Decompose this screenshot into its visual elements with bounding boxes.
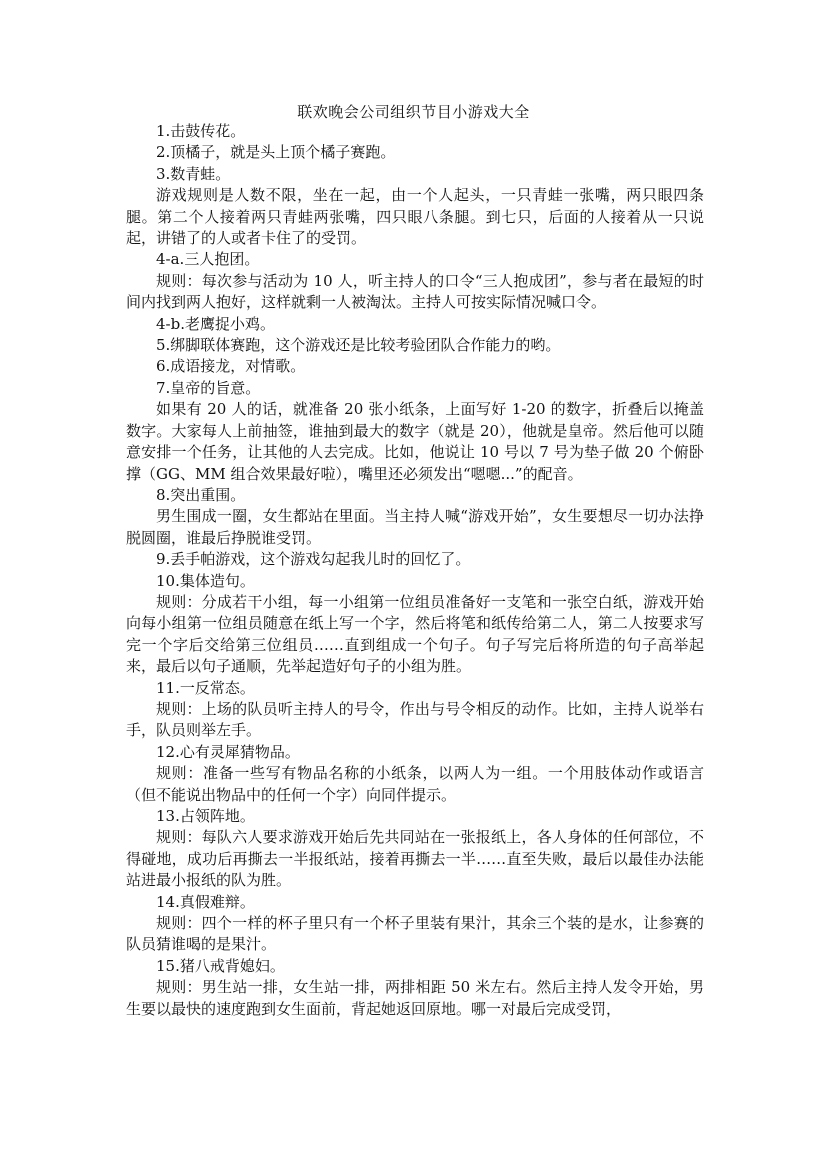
paragraph: 男生围成一圈，女生都站在里面。当主持人喊“游戏开始”，女生要想尽一切办法挣脱圆圈，谁最后挣脱谁受罚。 (126, 507, 704, 547)
paragraph: 15.猪八戒背媳妇。 (156, 956, 285, 975)
paragraph: 10.集体造句。 (156, 571, 255, 590)
paragraph: 12.心有灵犀猜物品。 (156, 742, 300, 761)
paragraph: 7.皇帝的旨意。 (156, 378, 261, 397)
document-body (126, 121, 704, 1020)
paragraph: 4-a.三人抱团。 (156, 250, 260, 269)
paragraph: 11.一反常态。 (156, 678, 255, 697)
paragraph: 游戏规则是人数不限，坐在一起，由一个人起头，一只青蛙一张嘴，两只眼四条腿。第二个人接着两只青蛙两张嘴，四只眼八条腿。到七只，后面的人接着从一只说起，讲错了的人或者卡住了的受罚。 (126, 186, 704, 248)
paragraph: 规则：分成若干小组，每一小组第一位组员准备好一支笔和一张空白纸，游戏开始向每小组第一位组员随意在纸上写一个字，然后将笔和纸传给第二人，第二人按要求写完一个字后交给第三位组员……直到组成一个句子。句子写完后将所造的句子高举起来，最后以句子通顺，先举起造好句子的小组为胜。 (126, 592, 704, 676)
paragraph: 3.数青蛙。 (156, 164, 231, 183)
document-title: 联欢晚会公司组织节目小游戏大全 (297, 103, 530, 121)
paragraph: 规则：每队六人要求游戏开始后先共同站在一张报纸上，各人身体的任何部位，不得碰地，成功后再撕去一半报纸站，接着再撕去一半……直至失败，最后以最佳办法能站进最小报纸的队为胜。 (126, 828, 704, 890)
paragraph: 规则：男生站一排，女生站一排，两排相距 50 米左右。然后主持人发令开始，男生要以最快的速度跑到女生面前，背起她返回原地。哪一对最后完成受罚， (126, 978, 704, 1018)
paragraph: 规则：每次参与活动为 10 人，听主持人的口令“三人抱成团”，参与者在最短的时间内找到两人抱好，这样就剩一人被淘汰。主持人可按实际情况喊口令。 (126, 271, 704, 312)
paragraph: 如果有 20 人的话，就准备 20 张小纸条，上面写好 1-20 的数字，折叠后以掩盖数字。大家每人上前抽签，谁抽到最大的数字（就是 20），他就是皇帝。然后他可以随意安排一个任务，让其他的人去完成。比如，他说让 10 号以 7 号为垫子做 20 个俯卧撑（GG、MM 组合效果最好啦），嘴里还必须发出“嗯嗯...”的配音。 (126, 400, 704, 483)
paragraph: 8.突出重围。 (156, 485, 246, 504)
paragraph: 规则：四个一样的杯子里只有一个杯子里装有果汁，其余三个装的是水，让参赛的队员猜谁喝的是果汁。 (126, 914, 704, 954)
paragraph: 13.占领阵地。 (156, 807, 255, 825)
paragraph: 6.成语接龙，对情歌。 (156, 357, 306, 376)
paragraph: 2.顶橘子，就是头上顶个橘子赛跑。 (156, 143, 396, 162)
paragraph: 14.真假难辩。 (156, 892, 255, 911)
paragraph: 4-b.老鹰捉小鸡。 (156, 314, 275, 333)
paragraph: 1.击鼓传花。 (156, 122, 246, 140)
paragraph: 规则：准备一些写有物品名称的小纸条，以两人为一组。一个用肢体动作或语言（但不能说出物品中的任何一个字）向同伴提示。 (126, 764, 704, 804)
paragraph: 规则：上场的队员听主持人的号令，作出与号令相反的动作。比如，主持人说举右手，队员则举左手。 (126, 699, 704, 740)
paragraph: 5.绑脚联体赛跑，这个游戏还是比较考验团队合作能力的哟。 (156, 336, 561, 355)
paragraph: 9.丢手帕游戏，这个游戏勾起我儿时的回忆了。 (156, 550, 471, 569)
